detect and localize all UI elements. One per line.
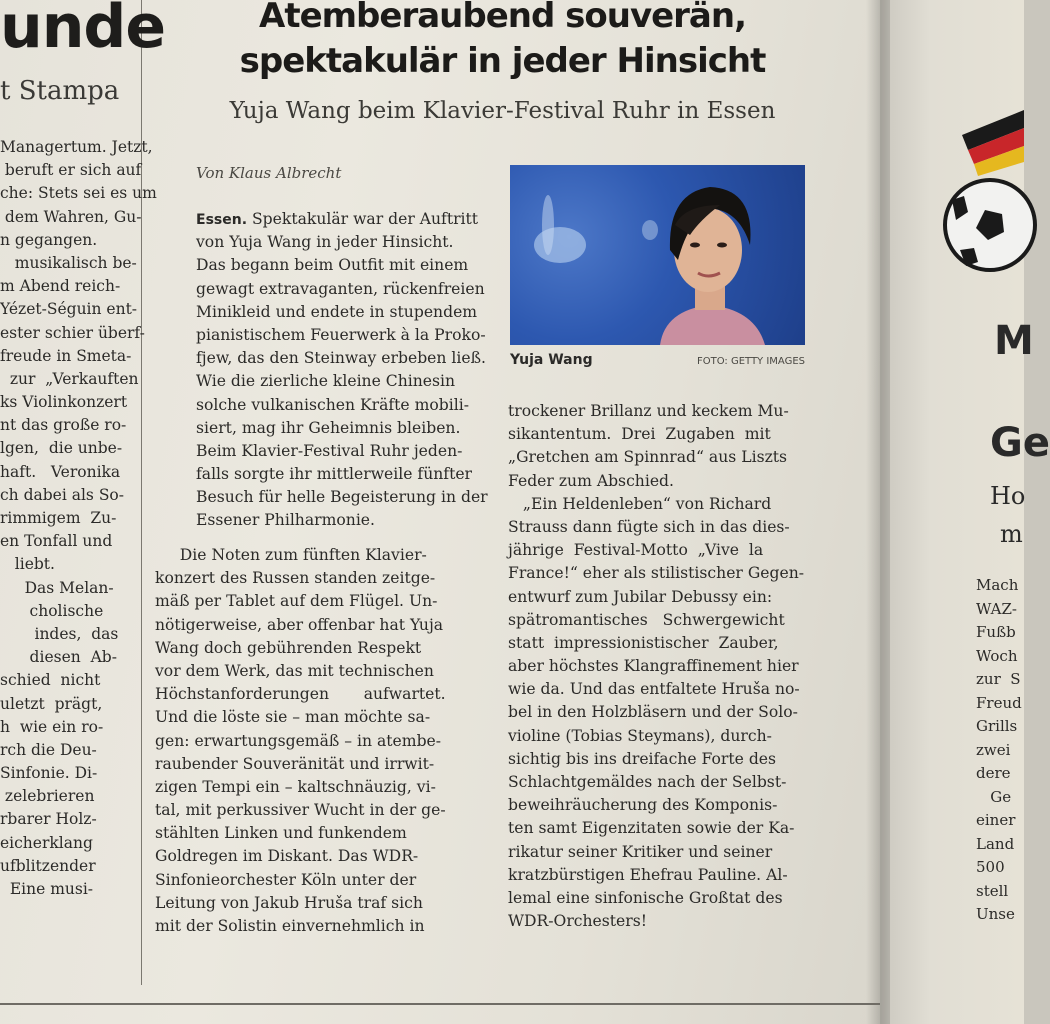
photo-credit: FOTO: GETTY IMAGES: [696, 356, 805, 367]
article-text-line: „Ein Heldenleben“ von Richard: [508, 494, 772, 513]
right-page-text-column: [976, 574, 1022, 927]
adjacent-text-line: Managertum. Jetzt,: [0, 138, 153, 156]
article-text-line: Feder zum Abschied.: [508, 471, 674, 490]
article-text-line: entwurf zum Jubilar Debussy ein:: [508, 587, 773, 606]
adjacent-text-line: zelebrieren: [0, 787, 95, 806]
soccer-ball-icon: [890, 0, 1024, 300]
right-page-text-line: Freud: [976, 693, 1022, 712]
right-page-heading: Ge: [990, 420, 1050, 466]
adjacent-text-line: schied nicht: [0, 671, 101, 690]
adjacent-text-line: Eine musi-: [0, 880, 94, 898]
photo-caption: Yuja Wang: [510, 352, 593, 368]
article-text-line: sikantentum. Drei Zugaben mit: [508, 425, 771, 444]
article-text-line: Minikleid und endete in stupendem: [196, 302, 478, 321]
article-text-line: siert, mag ihr Geheimnis bleiben.: [196, 418, 461, 437]
right-page-text-line: Woch: [976, 646, 1018, 665]
right-page-text-line: Land: [976, 834, 1015, 853]
article-column-2: [508, 400, 808, 933]
article-text-line: Strauss dann fügte sich in das dies-: [508, 517, 790, 536]
article-text-line: spätromantisches Schwergewicht: [508, 610, 785, 629]
adjacent-text-line: ks Violinkonzert: [0, 393, 128, 412]
adjacent-text-line: rimmigem Zu-: [0, 509, 117, 527]
article-text-line: Wie die zierliche kleine Chinesin: [196, 372, 456, 391]
article-text-line: jährige Festival-Motto „Vive la: [508, 541, 764, 560]
adjacent-text-line: nt das große ro-: [0, 416, 127, 435]
headline-line-1: Atemberaubend souverän,: [259, 0, 746, 36]
article-text-line: Schlachtgemäldes nach der Selbst-: [508, 773, 787, 791]
adjacent-text-line: ch dabei als So-: [0, 485, 124, 504]
article-text-line: pianistischem Feuerwerk à la Proko-: [196, 325, 486, 344]
article-text-line: France!“ eher als stilistischer Gegen-: [508, 564, 805, 583]
article-text-line: raubender Souveränität und irrwit-: [155, 754, 435, 773]
adjacent-article-column: [0, 0, 166, 1000]
article-text-line: Essener Philharmonie.: [196, 511, 375, 530]
subheadline: Yuja Wang beim Klavier-Festival Ruhr in Essen: [229, 98, 776, 124]
right-page-text-line: stell: [976, 881, 1009, 900]
adjacent-text-line: liebt.: [0, 555, 55, 574]
article-text-line: kratzbürstigen Ehefrau Pauline. Al-: [508, 865, 788, 884]
article-text-line: rikatur seiner Kritiker und seiner: [508, 842, 773, 861]
right-page-subheading-2: m: [1000, 520, 1023, 548]
article-text-line: mit der Solistin einvernehmlich in: [155, 917, 425, 935]
article-text-line: mäß per Tablet auf dem Flügel. Un-: [155, 592, 438, 611]
article-text-line: violine (Tobias Steymans), durch-: [508, 726, 772, 745]
article-text-line: lemal eine sinfonische Großtat des: [508, 888, 783, 907]
article-column-1: [196, 208, 488, 530]
article-text-line: Beim Klavier-Festival Ruhr jeden-: [196, 441, 463, 460]
article-text-line: Leitung von Jakub Hruša traf sich: [155, 893, 423, 912]
author-byline: Von Klaus Albrecht: [196, 164, 342, 182]
right-page-subheading-1: Ho: [990, 482, 1026, 510]
article-text-line: gewagt extravaganten, rückenfreien: [196, 279, 485, 298]
article-text-line: „Gretchen am Spinnrad“ aus Liszts: [508, 448, 788, 467]
adjacent-text-line: ester schier überf-: [0, 323, 145, 342]
article-text-line: nötigerweise, aber offenbar hat Yuja: [155, 615, 444, 634]
article-column-1-body: [196, 231, 488, 530]
adjacent-text-line: indes, das: [0, 624, 119, 643]
adjacent-text-line: uletzt prägt,: [0, 694, 103, 713]
adjacent-page: [890, 0, 1050, 1024]
article-text-line: ten samt Eigenzitaten sowie der Ka-: [508, 819, 795, 838]
adjacent-headline: unde: [0, 0, 166, 62]
article-text-line: Die Noten zum fünften Klavier-: [155, 546, 427, 564]
article-text-line: zigen Tempi ein – kaltschnäuzig, vi-: [155, 777, 436, 796]
adjacent-byline: t Stampa: [0, 76, 120, 106]
adjacent-text-line: freude in Smeta-: [0, 346, 132, 365]
article-text-line: gen: erwartungsgemäß – in atembe-: [155, 731, 442, 750]
adjacent-text-line: h wie ein ro-: [0, 717, 104, 736]
article-text-line: Wang doch gebührenden Respekt: [155, 638, 422, 657]
adjacent-text-line: haft. Veronika: [0, 462, 121, 481]
bottom-rule: [0, 1003, 880, 1005]
right-page-big-letter: M: [994, 318, 1034, 364]
article-text-line: sichtig bis ins dreifache Forte des: [508, 749, 777, 768]
article-text-line: falls sorgte ihr mittlerweile fünfter: [196, 465, 473, 484]
portrait-photo: [510, 165, 805, 345]
right-page-text-line: Unse: [976, 905, 1015, 923]
article-text-line: aber höchstes Klangraffinement hier: [508, 657, 799, 676]
article-text-line: wie da. Und das entfaltete Hruša no-: [508, 680, 800, 699]
article-text-line: Goldregen im Diskant. Das WDR-: [155, 847, 419, 866]
adjacent-body-text: [0, 136, 157, 901]
right-page-text-line: Mach: [976, 576, 1019, 594]
right-page-text-line: Fußb: [976, 623, 1016, 641]
right-page-text-line: Ge: [976, 787, 1012, 806]
right-page-text-line: zur S: [976, 670, 1021, 688]
article-column-1-continued: [155, 544, 485, 938]
article-text-line: beweihräucherung des Komponis-: [508, 796, 778, 815]
article-first-line: [196, 208, 486, 231]
adjacent-text-line: beruft er sich auf: [0, 161, 142, 180]
article-text-line: Das begann beim Outfit mit einem: [196, 256, 469, 275]
article-text-line: von Yuja Wang in jeder Hinsicht.: [196, 233, 454, 252]
adjacent-text-line: n gegangen.: [0, 230, 98, 249]
dateline: Essen.: [196, 212, 248, 228]
right-page-text-line: 500: [976, 858, 1005, 876]
adjacent-text-line: Das Melan-: [0, 578, 114, 597]
article-text-line: Und die löste sie – man möchte sa-: [155, 708, 431, 727]
article-text-line: WDR-Orchesters!: [508, 912, 648, 931]
article-text-line: statt impressionistischer Zauber,: [508, 633, 779, 652]
adjacent-text-line: rch die Deu-: [0, 740, 97, 759]
adjacent-text-line: Sinfonie. Di-: [0, 764, 98, 783]
article-text-line: trockener Brillanz und keckem Mu-: [508, 402, 789, 420]
article-text-line: vor dem Werk, das mit technischen: [155, 661, 434, 680]
adjacent-text-line: che: Stets sei es um: [0, 184, 157, 203]
first-line-text: Spektakulär war der Auftritt: [247, 210, 479, 228]
adjacent-text-line: Yézet-Séguin ent-: [0, 300, 138, 319]
right-page-text-line: einer: [976, 811, 1016, 829]
adjacent-text-line: musikalisch be-: [0, 253, 137, 272]
right-page-text-line: dere: [976, 764, 1011, 782]
adjacent-text-line: lgen, die unbe-: [0, 439, 123, 458]
article-text-line: stählten Linken und funkendem: [155, 824, 407, 843]
headline-line-2: spektakulär in jeder Hinsicht: [239, 41, 766, 81]
right-page-text-line: WAZ-: [976, 599, 1017, 618]
adjacent-text-line: cholische: [0, 601, 104, 620]
adjacent-text-line: diesen Ab-: [0, 648, 117, 667]
article-text-line: Sinfonieorchester Köln unter der: [155, 870, 417, 889]
portrait-image: [510, 165, 805, 345]
right-page-text-line: zwei: [976, 740, 1011, 759]
adjacent-text-line: en Tonfall und: [0, 532, 113, 551]
article-text-line: bel in den Holzbläsern und der Solo-: [508, 703, 798, 722]
adjacent-text-line: eicherklang: [0, 833, 93, 852]
adjacent-text-line: m Abend reich-: [0, 277, 121, 296]
adjacent-text-line: zur „Verkauften: [0, 369, 139, 388]
article-text-line: Höchstanforderungen aufwartet.: [155, 685, 446, 704]
adjacent-text-line: dem Wahren, Gu-: [0, 207, 142, 226]
adjacent-text-line: ufblitzender: [0, 856, 96, 875]
adjacent-text-line: rbarer Holz-: [0, 810, 97, 829]
article-text-line: tal, mit perkussiver Wucht in der ge-: [155, 801, 446, 820]
article-text-line: Besuch für helle Begeisterung in der: [196, 488, 488, 507]
right-page-text-line: Grills: [976, 717, 1018, 735]
article-text-line: solche vulkanischen Kräfte mobili-: [196, 395, 469, 414]
article-text-line: konzert des Russen standen zeitge-: [155, 569, 436, 588]
article-text-line: fjew, das den Steinway erbeben ließ.: [196, 349, 486, 368]
